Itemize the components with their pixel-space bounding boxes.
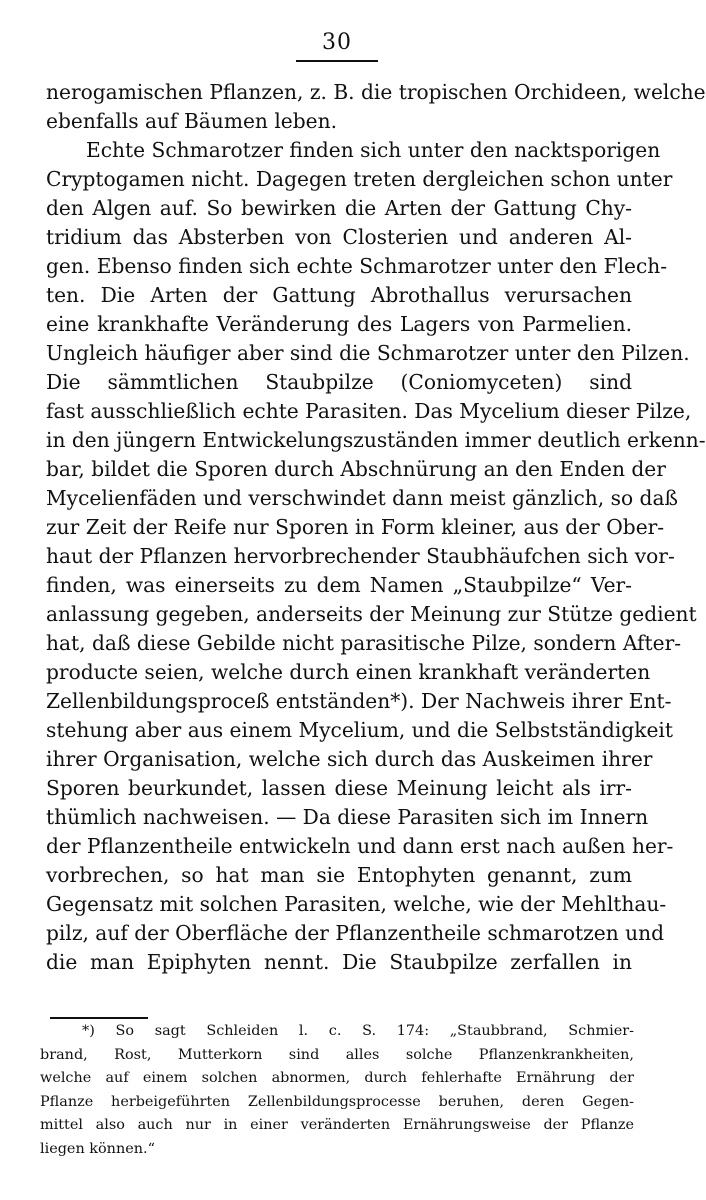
- body-line: eine krankhafte Veränderung des Lagers von Parmelien.: [46, 312, 632, 336]
- footnote-line: *) So sagt Schleiden l. c. S. 174: „Staubbrand, Schmier-: [82, 1023, 634, 1039]
- body-text: [46, 78, 706, 977]
- body-line: in den jüngern Entwickelungszuständen immer deutlich erkenn-: [46, 428, 706, 452]
- body-line: ebenfalls auf Bäumen leben.: [46, 109, 338, 133]
- body-line: Echte Schmarotzer finden sich unter den nacktsporigen: [86, 138, 661, 162]
- body-line: Gegensatz mit solchen Parasiten, welche, wie der Mehlthau-: [46, 892, 667, 916]
- footnote-rule: [50, 1017, 148, 1019]
- footnote-line: liegen können.“: [40, 1140, 155, 1157]
- body-line: anlassung gegeben, anderseits der Meinung zur Stütze gedient: [46, 602, 697, 626]
- body-line: Mycelienfäden und verschwindet dann meist gänzlich, so daß: [46, 486, 678, 510]
- body-line: nerogamischen Pflanzen, z. B. die tropischen Orchideen, welche: [46, 80, 706, 104]
- body-line: den Algen auf. So bewirken die Arten der Gattung Chy-: [46, 196, 632, 220]
- body-line: haut der Pflanzen hervorbrechender Staubhäufchen sich vor-: [46, 544, 675, 568]
- body-line: Ungleich häufiger aber sind die Schmarotzer unter den Pilzen.: [46, 341, 690, 365]
- body-line: tridium das Absterben von Closterien und anderen Al-: [46, 225, 632, 249]
- body-line: die man Epiphyten nennt. Die Staubpilze zerfallen in: [46, 950, 632, 974]
- page-number-rule: [296, 60, 378, 62]
- footnote-line: brand, Rost, Mutterkorn sind alles solche Pflanzenkrankheiten,: [40, 1046, 634, 1063]
- footnote-line: Pflanze herbeigeführten Zellenbildungsprocesse beruhen, deren Gegen-: [40, 1093, 634, 1110]
- body-line: Cryptogamen nicht. Dagegen treten dergleichen schon unter: [46, 167, 673, 191]
- body-line: gen. Ebenso finden sich echte Schmarotzer unter den Flech-: [46, 254, 668, 278]
- body-line: bar, bildet die Sporen durch Abschnürung an den Enden der: [46, 457, 666, 481]
- body-line: vorbrechen, so hat man sie Entophyten genannt, zum: [46, 863, 632, 887]
- body-line: Die sämmtlichen Staubpilze (Coniomyceten) sind: [46, 370, 632, 394]
- body-line: der Pflanzentheile entwickeln und dann erst nach außen her-: [46, 834, 674, 858]
- body-line: fast ausschließlich echte Parasiten. Das Mycelium dieser Pilze,: [46, 399, 692, 423]
- body-line: stehung aber aus einem Mycelium, und die Selbstständigkeit: [46, 718, 673, 742]
- body-line: Sporen beurkundet, lassen diese Meinung leicht als irr-: [46, 776, 632, 800]
- body-line: pilz, auf der Oberfläche der Pflanzentheile schmarotzen und: [46, 921, 665, 945]
- body-line: ihrer Organisation, welche sich durch das Auskeimen ihrer: [46, 747, 653, 771]
- body-line: Zellenbildungsproceß entständen*). Der Nachweis ihrer Ent-: [46, 689, 672, 713]
- body-line: ten. Die Arten der Gattung Abrothallus verursachen: [46, 283, 632, 307]
- body-line: producte seien, welche durch einen krankhaft veränderten: [46, 660, 651, 684]
- body-line: zur Zeit der Reife nur Sporen in Form kleiner, aus der Ober-: [46, 515, 665, 539]
- body-line: thümlich nachweisen. — Da diese Parasiten sich im Innern: [46, 805, 649, 829]
- body-line: finden, was einerseits zu dem Namen „Staubpilze“ Ver-: [46, 573, 632, 597]
- body-line: hat, daß diese Gebilde nicht parasitische Pilze, sondern After-: [46, 631, 682, 655]
- footnote-line: mittel also auch nur in einer veränderten Ernährungsweise der Pflanze: [40, 1117, 634, 1134]
- footnote-line: welche auf einem solchen abnormen, durch fehlerhafte Ernährung der: [40, 1070, 634, 1087]
- footnote: [40, 1020, 634, 1162]
- page-number: 30: [322, 30, 352, 55]
